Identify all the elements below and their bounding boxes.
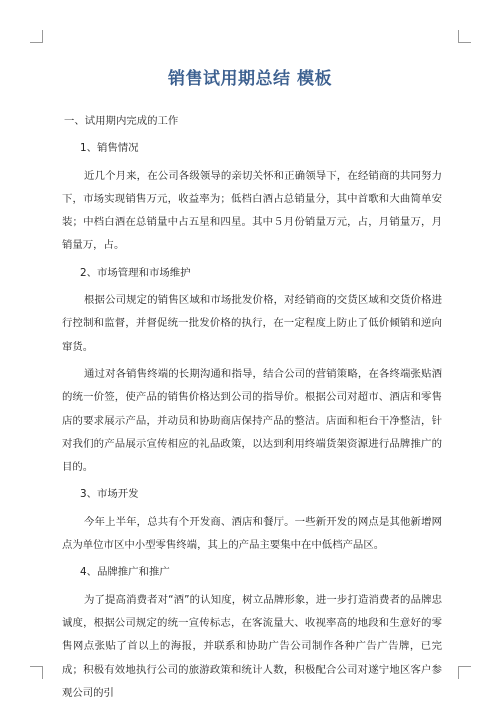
crop-mark-bottom-left <box>30 666 43 679</box>
crop-mark-top-left <box>30 30 43 43</box>
paragraph: 根据公司规定的销售区域和市场批发价格，对经销商的交货区域和交货价格进行控制和监督，并督促统一批发价格的执行，在一定程度上防止了低价倾销和逆向窜货。 <box>62 294 442 353</box>
document-body <box>62 110 442 705</box>
crop-mark-top-right <box>458 30 471 43</box>
paragraph: 今年上半年，总共有个开发商、酒店和餐厅。一些新开发的网点是其他新增网点为单位市区中小型零售终端，其上的产品主要集中在中低档产品区。 <box>62 515 442 552</box>
crop-mark-bottom-right <box>458 666 471 679</box>
paragraph: 通过对各销售终端的长期沟通和指导，结合公司的营销策略，在各终端张贴酒的统一价签，使产品的销售价格达到公司的指导价。根据公司对超市、酒店和零售店的要求展示产品，并动员和协助商店保持产品的整洁。店面和柜台干净整洁，针对我们的产品展示宣传相应的礼品政策，以达到利用终端货架资源进行品牌推广的目的。 <box>62 367 442 474</box>
paragraph: 近几个月来，在公司各级领导的亲切关怀和正确领导下，在经销商的共同努力下，市场实现销售万元，收益率为；低档白酒占总销量分，其中首歌和大曲简单安装；中档白酒在总销量中占五星和四星。其中５月份销量万元，占，月销量万，月销量万，占。 <box>62 169 442 252</box>
subsection-heading: 1、销售情况 <box>80 142 139 155</box>
subsection-heading: 4、品牌推广和推广 <box>80 566 170 579</box>
subsection-heading: 3、市场开发 <box>80 488 139 501</box>
paragraph: 为了提高消费者对“酒”的认知度，树立品牌形象，进一步打造消费者的品牌忠诚度，根据公司规定的统一宣传标志，在客流量大、收视率高的地段和生意好的零售网点张贴了首以上的海报，并联系和协助广告公司制作各种广告广告牌，已完成；积极有效地执行公司的旅游政策和统计人数，积极配合公司对遂宁地区客户参观公司的引 <box>62 593 442 699</box>
subsection-heading: 2、市场管理和市场维护 <box>80 266 191 279</box>
document-title: 销售试用期总结 模板 <box>168 69 332 89</box>
section-heading: 一、试用期内完成的工作 <box>64 115 179 127</box>
